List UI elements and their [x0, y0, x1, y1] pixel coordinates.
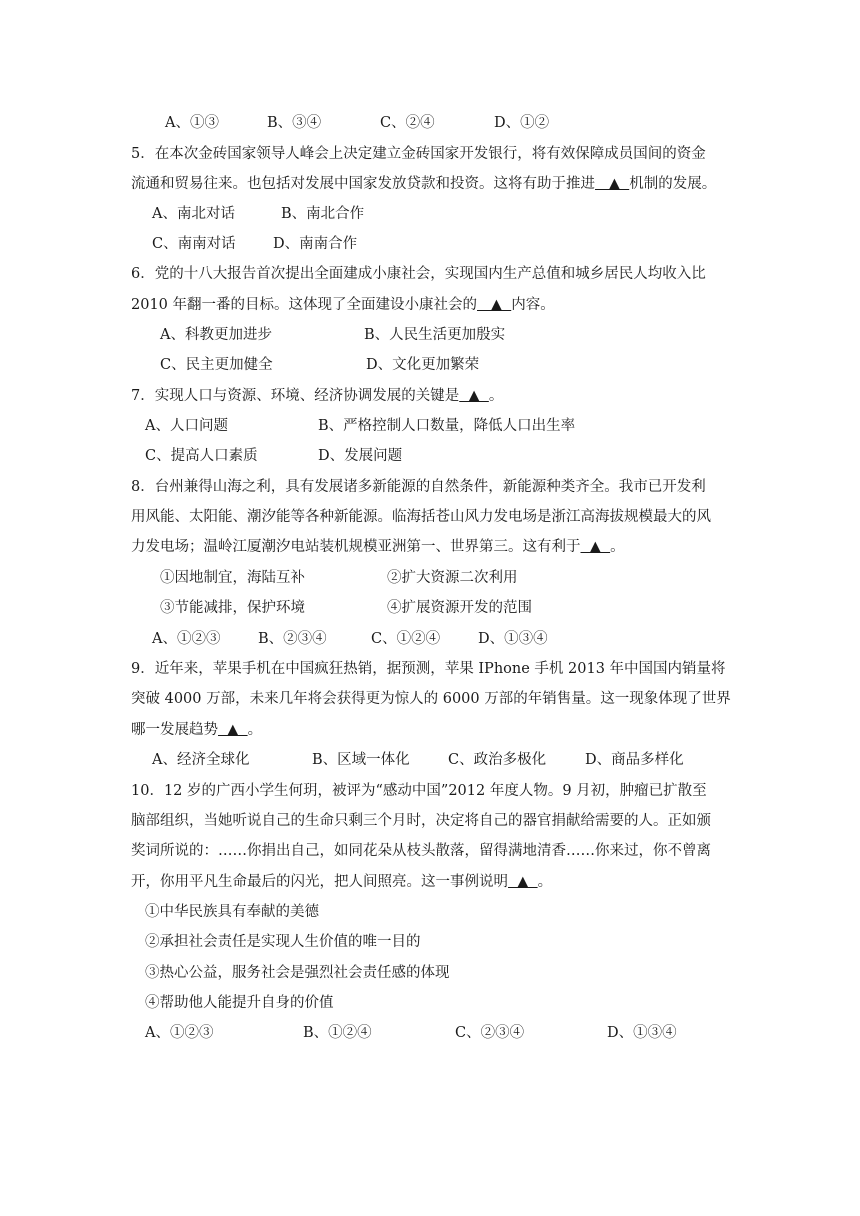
q6-option-a: A、科教更加进步 [160, 327, 272, 343]
q9-option-a: A、经济全球化 [152, 752, 250, 768]
q8-answer-blank: ▲ [580, 539, 611, 555]
q10-stem-line-4 [131, 872, 552, 892]
q9-stem-text: 哪一发展趋势 [131, 722, 218, 738]
q8-statement-3: ③节能减排，保护环境 [160, 600, 305, 616]
q9-stem-line-1: 9．近年来，苹果手机在中国疯狂热销，据预测，苹果 IPhone 手机 2013 年中国国内销量将 [131, 661, 726, 677]
q7-stem-text: 7．实现人口与资源、环境、经济协调发展的关键是 [131, 388, 460, 404]
q8-statement-2: ②扩大资源二次利用 [387, 570, 518, 586]
q10-stem-line-1: 10．12 岁的广西小学生何玥，被评为“感动中国”2012 年度人物。9 月初，肿瘤已扩散至 [131, 783, 707, 799]
q8-option-a: A、①②③ [152, 631, 221, 647]
q8-stem-line-3 [131, 537, 625, 557]
q8-stem-line-2: 用风能、太阳能、潮汐能等各种新能源。临海括苍山风力发电场是浙江高海拔规模最大的风 [131, 509, 711, 525]
q6-stem-text: 2010 年翻一番的目标。这体现了全面建设小康社会的 [131, 297, 478, 313]
q6-stem-end: 内容。 [511, 297, 555, 313]
q5-option-b: B、南北合作 [281, 206, 365, 222]
q10-stem-line-3: 奖词所说的：……你捐出自己，如同花朵从枝头散落，留得满地清香……你来过，你不曾离 [131, 843, 711, 859]
q10-stem-line-2: 脑部组织，当她听说自己的生命只剩三个月时，决定将自己的器官捐献给需要的人。正如颁 [131, 813, 711, 829]
q10-stem-text: 开，你用平凡生命最后的闪光，把人间照亮。这一事例说明 [131, 874, 508, 890]
q10-stem-end: 。 [537, 874, 553, 890]
q9-option-c: C、政治多极化 [448, 752, 547, 768]
q8-option-c: C、①②④ [371, 631, 441, 647]
q6-option-d: D、文化更加繁荣 [366, 357, 480, 373]
q8-statement-1: ①因地制宜，海陆互补 [160, 570, 305, 586]
q7-option-c: C、提高人口素质 [145, 448, 258, 464]
q7-stem-end: 。 [488, 388, 504, 404]
q8-option-d: D、①③④ [478, 631, 548, 647]
q9-stem-line-2: 突破 4000 万部，未来几年将会获得更为惊人的 6000 万部的年销售量。这一现象体现了世界 [131, 691, 731, 707]
q8-stem-line-1: 8．台州兼得山海之利，具有发展诸多新能源的自然条件，新能源种类齐全。我市已开发利 [131, 479, 706, 495]
q10-statement-4: ④帮助他人能提升自身的价值 [145, 995, 334, 1011]
q10-statement-1: ①中华民族具有奉献的美德 [145, 904, 319, 920]
q6-stem-line-2 [131, 295, 555, 315]
q10-option-b: B、①②④ [303, 1025, 372, 1041]
q10-statement-2: ②承担社会责任是实现人生价值的唯一目的 [145, 934, 421, 950]
q6-answer-blank: ▲ [477, 297, 512, 313]
q10-option-c: C、②③④ [455, 1025, 525, 1041]
q4-option-c: C、②④ [380, 115, 435, 131]
q9-option-d: D、商品多样化 [585, 752, 684, 768]
q4-option-d: D、①② [494, 115, 550, 131]
q7-stem-line-1 [131, 386, 503, 406]
q10-option-a: A、①②③ [145, 1025, 214, 1041]
q9-option-b: B、区域一体化 [312, 752, 410, 768]
q8-stem-text: 力发电场；温岭江厦潮汐电站装机规模亚洲第一、世界第三。这有利于 [131, 539, 581, 555]
q8-stem-end: 。 [610, 539, 625, 555]
q10-option-d: D、①③④ [607, 1025, 677, 1041]
q5-option-c: C、南南对话 [152, 236, 236, 252]
q5-stem-line-1: 5．在本次金砖国家领导人峰会上决定建立金砖国家开发银行，将有效保障成员国间的资金 [131, 146, 706, 162]
q5-stem-line-2 [131, 174, 716, 194]
q6-option-b: B、人民生活更加殷实 [364, 327, 506, 343]
q9-stem-line-3 [131, 720, 262, 740]
q8-statement-4: ④扩展资源开发的范围 [387, 600, 532, 616]
q5-stem-end: 机制的发展。 [629, 176, 717, 192]
q7-option-b: B、严格控制人口数量，降低人口出生率 [318, 418, 576, 434]
q8-option-b: B、②③④ [258, 631, 327, 647]
q6-stem-line-1: 6．党的十八大报告首次提出全面建成小康社会，实现国内生产总值和城乡居民人均收入比 [131, 266, 706, 282]
q7-answer-blank: ▲ [459, 388, 489, 404]
q10-answer-blank: ▲ [508, 874, 538, 890]
q9-answer-blank: ▲ [218, 722, 248, 738]
q5-stem-text: 流通和贸易往来。也包括对发展中国家发放贷款和投资。这将有助于推进 [131, 176, 595, 192]
q10-statement-3: ③热心公益，服务社会是强烈社会责任感的体现 [145, 965, 450, 981]
q5-option-a: A、南北对话 [152, 206, 235, 222]
q7-option-a: A、人口问题 [145, 418, 228, 434]
q7-option-d: D、发展问题 [318, 448, 403, 464]
q6-option-c: C、民主更加健全 [160, 357, 273, 373]
q4-option-b: B、③④ [267, 115, 322, 131]
q9-stem-end: 。 [247, 722, 263, 738]
q4-option-a: A、①③ [165, 115, 219, 131]
q5-option-d: D、南南合作 [273, 236, 358, 252]
q5-answer-blank: ▲ [595, 176, 630, 192]
